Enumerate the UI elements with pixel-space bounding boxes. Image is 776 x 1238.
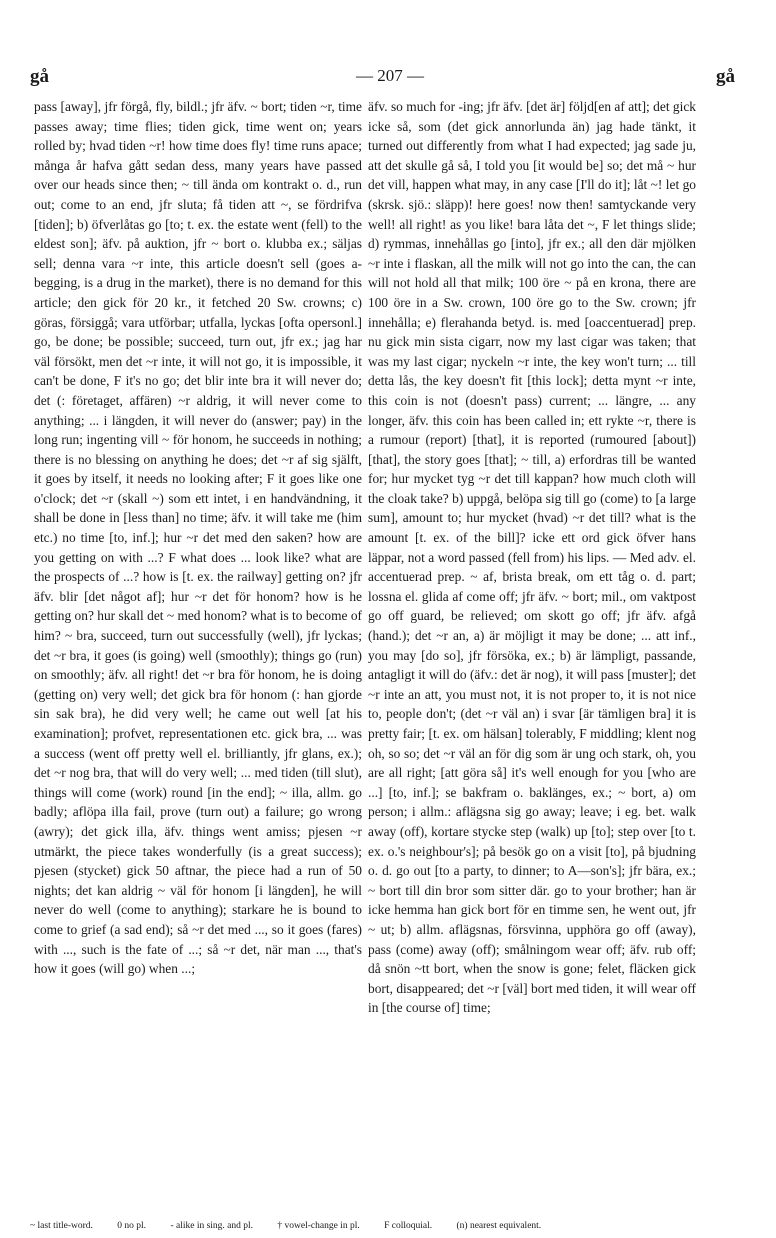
right-running-headword: gå bbox=[716, 66, 735, 87]
right-column bbox=[368, 97, 696, 1018]
legend-item-vowel-change: † vowel-change in pl. bbox=[277, 1221, 360, 1231]
page-header bbox=[0, 66, 776, 90]
legend-item-no-plural: 0 no pl. bbox=[117, 1221, 147, 1231]
left-column-text: pass [away], jfr förgå, fly, bildl.; jfr äfv. ~ bort; tiden ~r, time passes away; time flies; tiden gick, time went on; years rolled by; hvad tiden ~r! how time does fly! time runs apace; många år hafva gått sedan dess, many years have passed over our heads since then; ~ till ända om kontrakt o. d., run out; come to an end, jfr sluta; få tiden att ~, se fördrifva [tiden]; b) öfverlåtas go [to; t. ex. the estate went (fell) to the eldest son]; äfv. på auktion, jfr ~ bort o. klubba ex.; säljas sell; denna vara ~r inte, this article doesn't sell (goes a-begging, is a drug in the market), there is no demand for this article; den gick för 20 kr., it fetched 20 Sw. crowns; c) göras, försiggå; vara utförbar; utfalla, lyckas [ofta opersonl.] go, be done; be possible; succeed, turn out, jfr ex.; jag har väl försökt, men det ~r inte, it will not go, it is impossible, it can't be done, F it's no go; det blir inte bra it will never do; det (: företaget, affären) ~r aldrig, it will never come to anything; ... i längden, it will never do (answer; pay) in the long run; ingenting vill ~ för honom, he succeeds in nothing; there is no blessing on anything he does; det ~r af sig själft, it goes by itself, it needs no looking after; F it goes like one o'clock; det ~r (skall ~) som ett intet, i en handvändning, it shall be done in [less than] no time; äfv. it will take me (him etc.) no time [to, inf.]; hur ~r det med den saken? how are you getting on with ...? F what does ... look like? what are the prospects of ...? how is [t. ex. the railway] getting on? jfr äfv. blir [det något af]; hur ~r det för honom? how is he getting on? hur skall det ~ med honom? what is to become of him? ~ bra, succeed, turn out successfully (well), jfr lyckas; det ~r bra, it goes (is going) well (smoothly); things go (run) on smoothly; äfv. all right! det ~r bra för honom, he is doing (getting on) very well; det gick bra för honom (: han gjorde sin sak bra), he did very well; he came out well [at his examination]; profvet, representationen etc. gick bra, ... was a success (went off pretty well el. brilliantly, jfr glans, ex.); det ~r nog bra, that will do very well; ... med tiden (till slut), things will come (work) round [in the end]; ~ illa, allm. go badly; aflöpa illa fail, prove (turn out) a failure; go wrong (awry); det gick illa, äfv. things went amiss; pjesen ~r utmärkt, the piece takes wonderfully (is a great success); pjesen (stycket) gick 50 aftnar, the piece had a run of 50 nights; det kan aldrig ~ väl för honom [i längden], he will never do well (come to anything); starkare he is bound to come to grief (a sad end); så ~r det med ..., so it goes (fares) with ..., such is the fate of ...; så ~r det, när man ..., that's how it goes (will go) when ...; bbox=[34, 99, 362, 977]
right-column-text: äfv. so much for -ing; jfr äfv. [det är] följd[en af att]; det gick icke så, som (det gick annorlunda än) jag hade tänkt, it turned out differently from what I had expected; jag sade ju, att det skulle gå så, I told you [it would be] so; det må ~ hur det vill, happen what may, in any case [I'll do it]; låt ~! let go (skrsk. sjö.: släpp)! here goes! now then! samtyckande very well! all right! as you like! bara låta det ~, F let things slide; d) rymmas, innehållas go [into], jfr ex.; all den där mjölken ~r inte i flaskan, all the milk will not go into the can, the can will not hold all that milk; 100 öre ~ på en krona, there are 100 öre in a Sw. crown, 100 öre go to the Sw. crown; jfr innehålla; e) flerahanda betyd. is. med [oaccentuerad] prep. nu gick min sista cigarr, now my last cigar was taken; that was my last cigar; nyckeln ~r inte, the key won't turn; ... till detta lås, the key doesn't fit [this lock]; detta mynt ~r inte, this coin is not (doesn't pass) current; ... längre, ... any longer, äfv. this coin has been called in; ett rykte ~r, there is a rumour (report) [that], it is reported (rumoured [about]) [that], the story goes [that]; ~ till, a) erfordras till be wanted for; hur mycket tyg ~r det till kappan? how much cloth will the cloak take? b) uppgå, belöpa sig till go (come) to [a large sum], amount to; hur mycket (hvad) ~r det till? what is the amount [t. ex. of the bill]? icke ett ord gick öfver hans läppar, not a word passed (fell from) his lips. — Med adv. el. accentuerad prep. ~ af, brista break, om ett tåg o. d. part; lossna el. glida af come off; jfr äfv. ~ bort; mil., om vaktpost go off guard, be relieved; om skott go off; jfr äfv. afgå (hand.); det ~r an, a) är möjligt it may be done; ... att inf., you may [do so], jfr försöka, ex.; b) är lämpligt, passande, antagligt it will do (äfv.: det är nog), it will pass [muster]; det ~r inte an att, you must not, it is not proper to, it is not nice to, people don't; (det ~r väl an) i svar [är tämligen bra] it is pretty fair; [t. ex. om hälsan] tolerably, F middling; klent nog oh, so so; det ~r väl an för dig som är ung och stark, oh, you are all right; [att göra så] it's well enough for you [who are ...] [to, inf.]; se bakfram o. baklänges, ex.; ~ bort, a) om person; i allm.: aflägsna sig go away; leave; i eg. bet. walk away (off), kortare stycke step (walk) up [to]; step over [to t. ex. o.'s neighbour's]; på besök go on a visit [to], på bjudning o. d. go out [to a party, to dinner; to A—son's]; jfr bära, ex.; ~ bort till din bror som sitter där. go to your brother; han är icke hemma han gick bort för en timme sen, he went out, jfr ~ ut; b) allm. aflägsnas, försvinna, upphöra go off (away), pass (come) away (off); smålningom wear off; äfv. rub off; då snön ~tt bort, when the snow is gone; felet, fläcken gick bort, disappeared; det ~r [väl] bort med tiden, it will wear off in [the course of] time; bbox=[368, 99, 696, 1016]
legend-item-colloquial: F colloquial. bbox=[384, 1221, 433, 1231]
left-running-headword: gå bbox=[30, 66, 49, 87]
left-column bbox=[34, 97, 362, 979]
legend-item-tilde: ~ last title-word. bbox=[30, 1221, 93, 1231]
legend-item-same-plural: - alike in sing. and pl. bbox=[170, 1221, 254, 1231]
footer-legend bbox=[30, 1219, 746, 1235]
page-number: — 207 — bbox=[356, 66, 424, 85]
legend-item-equivalent: (n) nearest equivalent. bbox=[456, 1221, 542, 1231]
